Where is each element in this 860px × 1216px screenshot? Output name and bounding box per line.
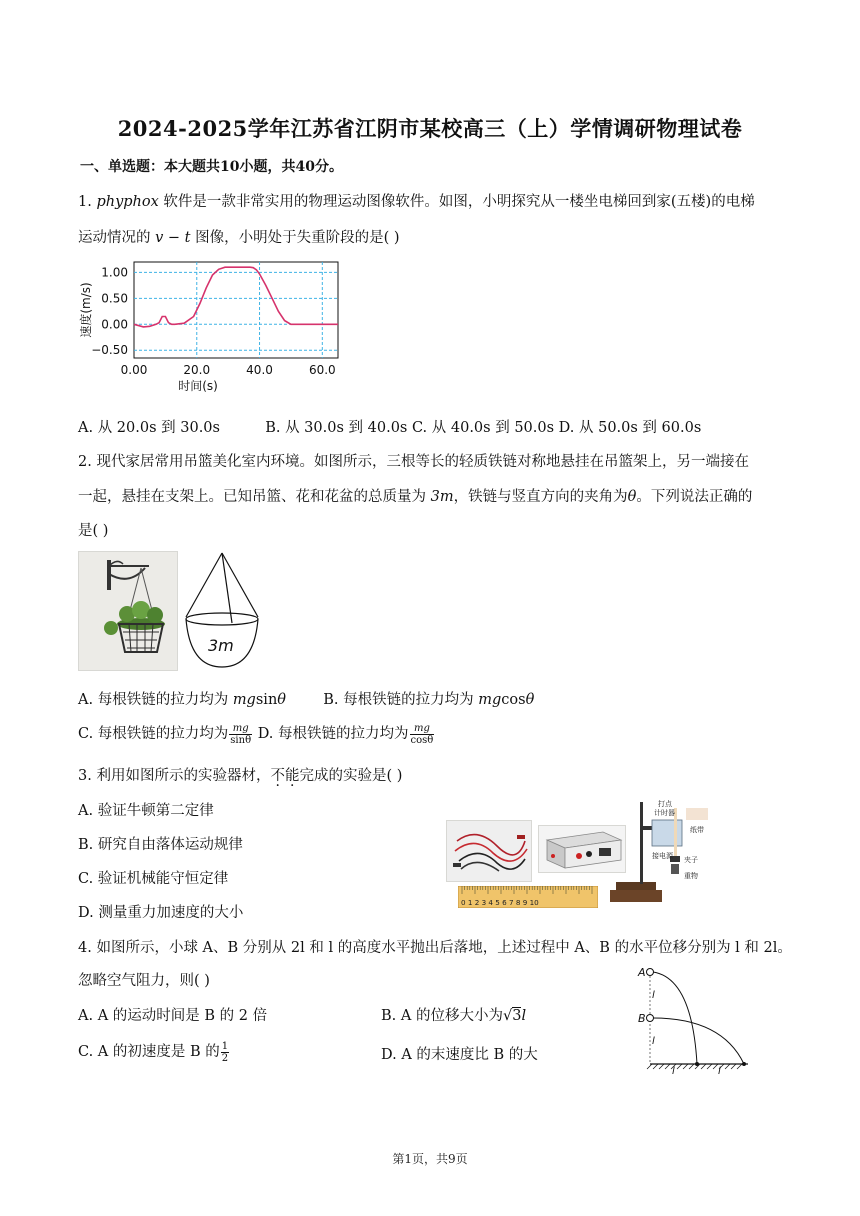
q3-stem xyxy=(78,764,402,785)
sqrt-symbol: √ xyxy=(502,1008,513,1024)
q4-label-l-right: l xyxy=(718,1066,721,1076)
q2-basket-diagram xyxy=(182,549,262,671)
q2-stem-line3: 是( ) xyxy=(78,523,109,539)
hanging-basket-picture xyxy=(79,552,177,670)
ground-hatch xyxy=(665,1064,670,1069)
q2-stem-line2 xyxy=(78,485,752,506)
q4-option-b-radicand: 3 xyxy=(512,1008,522,1024)
q2-option-c-fraction xyxy=(229,723,252,746)
q4-option-c[interactable] xyxy=(78,1040,230,1064)
q4-label-l-lower: l xyxy=(652,1036,655,1047)
q3-wires-photo xyxy=(446,820,532,882)
q2-option-b-mg: mg xyxy=(478,692,502,708)
q3-label-clip: 夹子 xyxy=(684,856,698,864)
q2-option-a-mg: mg xyxy=(232,692,256,708)
q2-option-b-theta: θ xyxy=(525,692,535,708)
ground-hatch xyxy=(701,1064,706,1069)
q2-stem-line1: 2. 现代家居常用吊篮美化室内环境。如图所示，三根等长的轻质铁链对称地悬挂在吊篮架上，另一端接在 xyxy=(78,454,749,470)
q2-option-c-num: mg xyxy=(229,723,252,735)
q1-option-d[interactable]: D. 从 50.0s 到 60.0s xyxy=(558,420,702,436)
q4-option-c-den: 2 xyxy=(221,1052,229,1064)
ground-hatch xyxy=(689,1064,694,1069)
ground-hatch xyxy=(707,1064,712,1069)
q4-label-b: B xyxy=(638,1012,646,1025)
q4-option-b[interactable] xyxy=(381,1004,526,1025)
q4-label-a: A xyxy=(638,966,646,979)
q2-stem-post: 。下列说法正确的 xyxy=(636,489,753,505)
ground-hatch xyxy=(737,1064,742,1069)
q2-option-b[interactable] xyxy=(323,692,534,708)
q3-option-b[interactable]: B. 研究自由落体运动规律 xyxy=(78,837,243,853)
q2-option-a[interactable] xyxy=(78,692,286,708)
chart-y-axis-label: 速度(m/s) xyxy=(79,282,93,338)
q1-options xyxy=(78,416,701,437)
q2-stem-mid: ，铁链与竖直方向的夹角为 xyxy=(453,489,628,505)
chart-x-axis-label: 时间(s) xyxy=(178,379,218,393)
q2-option-b-fn: cos xyxy=(501,692,526,708)
q3-label-timer2: 计时器 xyxy=(654,809,675,817)
ground-hatch xyxy=(647,1064,652,1069)
q2-option-a-theta: θ xyxy=(277,692,287,708)
q2-option-d-text: D. 每根铁链的拉力均为 xyxy=(253,726,409,742)
chart-x-tick-label: 40.0 xyxy=(246,363,273,377)
ground-hatch xyxy=(653,1064,658,1069)
q1-stem-post: 图像，小明处于失重阶段的是( ) xyxy=(190,230,400,246)
ground-hatch xyxy=(725,1064,730,1069)
q4-label-l-left: l xyxy=(672,1066,675,1076)
q1-option-b[interactable]: B. 从 30.0s 到 40.0s xyxy=(265,420,408,436)
q1-number: 1. xyxy=(78,194,97,210)
q2-option-d-fraction xyxy=(410,723,435,746)
q2-diagram-label: 3m xyxy=(208,636,234,655)
q4-label-l-upper: l xyxy=(652,990,655,1001)
q1-stem-text: 软件是一款非常实用的物理运动图像软件。如图，小明探究从一楼坐电梯回到家(五楼)的电梯 xyxy=(158,194,755,210)
q4-option-c-num: 1 xyxy=(221,1040,229,1052)
q2-mass: 3m xyxy=(430,489,454,505)
q4-projectile-diagram xyxy=(632,964,752,1076)
chart-y-tick-label: −0.50 xyxy=(91,343,128,358)
q1-stem-line2 xyxy=(78,226,400,247)
q1-option-a[interactable]: A. 从 20.0s 到 30.0s xyxy=(78,420,220,436)
q2-options-cd xyxy=(78,722,435,746)
q4-stem-line1: 4. 如图所示，小球 A、B 分别从 2l 和 l 的高度水平抛出后落地，上述过程中 A、B 的水平位移分别为 l 和 2l。 xyxy=(78,940,792,956)
q2-option-c-den: sinθ xyxy=(230,734,252,746)
q1-vt-chart xyxy=(76,258,346,398)
q2-option-c-text: C. 每根铁链的拉力均为 xyxy=(78,726,229,742)
q2-option-d-num: mg xyxy=(410,723,435,735)
chart-x-tick-label: 20.0 xyxy=(183,363,211,377)
q4-stem-line2: 忽略空气阻力，则( ) xyxy=(78,973,210,989)
q2-option-d[interactable] xyxy=(253,722,435,746)
q3-ruler-numbers: 0 1 2 3 4 5 6 7 8 9 10 xyxy=(461,898,539,907)
page-footer: 第1页，共9页 xyxy=(392,1152,468,1166)
q2-option-d-den: cosθ xyxy=(410,734,434,746)
q3-ruler xyxy=(458,886,598,908)
q4-option-c-fraction xyxy=(221,1041,229,1064)
q4-option-b-text: B. A 的位移大小为 xyxy=(381,1008,503,1024)
section-heading: 一、单选题：本大题共10小题，共40分。 xyxy=(80,159,343,175)
q3-option-d[interactable]: D. 测量重力加速度的大小 xyxy=(78,905,244,921)
ground-hatch xyxy=(677,1064,682,1069)
chart-y-tick-label: 0.50 xyxy=(101,291,128,306)
q2-options-ab xyxy=(78,688,534,709)
q2-theta: θ xyxy=(627,489,637,505)
q1-stem-pre: 运动情况的 xyxy=(78,230,156,246)
q2-option-c[interactable] xyxy=(78,722,253,746)
ground-hatch xyxy=(683,1064,688,1069)
page-title: 2024-2025学年江苏省江阴市某校高三（上）学情调研物理试卷 xyxy=(117,116,743,141)
q4-option-a[interactable]: A. A 的运动时间是 B 的 2 倍 xyxy=(78,1008,268,1024)
q3-label-power: 接电源 xyxy=(652,852,673,860)
chart-y-tick-label: 1.00 xyxy=(101,265,128,280)
q3-emphasis-1: 不 xyxy=(270,768,285,784)
q4-option-d[interactable]: D. A 的末速度比 B 的大 xyxy=(381,1047,538,1063)
q3-label-tape: 纸带 xyxy=(690,826,704,834)
chart-x-tick-label: 0.00 xyxy=(120,363,148,377)
chart-y-tick-label: 0.00 xyxy=(101,317,128,332)
q4-option-b-l: l xyxy=(521,1008,527,1024)
q3-option-c[interactable]: C. 验证机械能守恒定律 xyxy=(78,871,229,887)
chart-x-tick-label: 60.0 xyxy=(308,363,336,377)
q2-option-a-fn: sin xyxy=(255,692,278,708)
q1-option-c[interactable]: C. 从 40.0s 到 50.0s xyxy=(411,420,555,436)
q1-vt: v − t xyxy=(155,230,191,246)
ground-hatch xyxy=(659,1064,664,1069)
q3-apparatus-diagram xyxy=(600,798,710,908)
q3-option-a[interactable]: A. 验证牛顿第二定律 xyxy=(78,803,214,819)
q4-option-c-text: C. A 的初速度是 B 的 xyxy=(78,1044,220,1060)
q1-stem-line1 xyxy=(78,190,755,211)
wires-picture xyxy=(447,821,531,881)
q3-emphasis-2: 能 xyxy=(284,768,300,784)
q3-stem-post: 完成的实验是( ) xyxy=(299,768,403,784)
q3-stem-pre: 3. 利用如图所示的实验器材， xyxy=(78,768,271,784)
q2-stem-pre: 一起，悬挂在支架上。已知吊篮、花和花盆的总质量为 xyxy=(78,489,431,505)
ground-hatch xyxy=(731,1064,736,1069)
q2-option-a-text: A. 每根铁链的拉力均为 xyxy=(78,692,233,708)
q3-label-weight: 重物 xyxy=(684,872,698,880)
q2-basket-photo xyxy=(78,551,178,671)
q2-option-b-text: B. 每根铁链的拉力均为 xyxy=(323,692,479,708)
chart-plot-area xyxy=(134,262,338,358)
q3-label-timer: 打点 xyxy=(658,800,672,808)
q1-app-name: phyphox xyxy=(96,194,159,210)
